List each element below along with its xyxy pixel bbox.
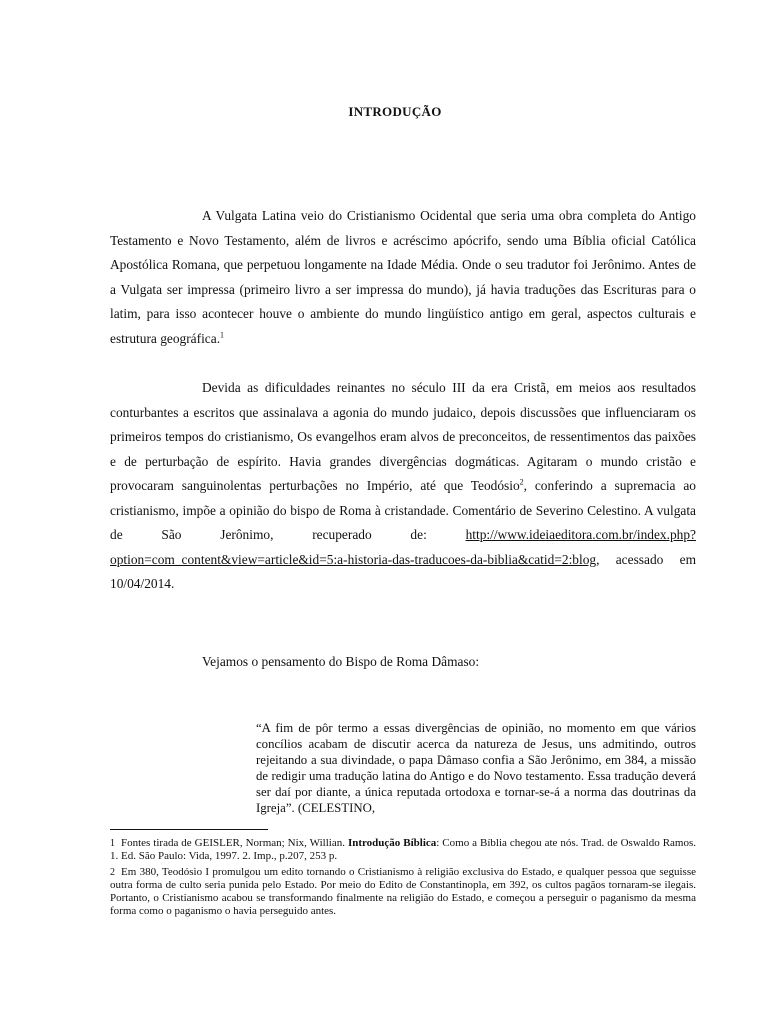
footnote-ref-1[interactable]: 1 [220, 330, 225, 340]
paragraph-difficulties [110, 376, 696, 597]
paragraph-1-text: A Vulgata Latina veio do Cristianismo Ocidental que seria uma obra completa do Antigo Testamento e Novo Testamento, além de livros e acréscimo apócrifo, sendo uma Bíblia oficial Católica Apostólica Romana, que perpetuou longamente na Idade Média. Onde o seu tradutor foi Jerônimo. Antes de a Vulgata ser impressa (primeiro livro a ser impressa do mundo), já havia traduções das Escrituras para o latim, para isso acontecer houve o ambiente do mundo lingüístico antigo em geral, aspectos culturais e estrutura geográfica. [110, 208, 696, 346]
footnote-ref-2[interactable]: 2 [519, 477, 524, 487]
footnote-1-text-a: Fontes tirada de GEISLER, Norman; Nix, Willian. [121, 837, 348, 849]
footnote-2 [110, 866, 696, 918]
page-title: INTRODUÇÃO [348, 104, 442, 119]
footnote-2-number: 2 [110, 867, 115, 878]
footnote-1 [110, 837, 696, 863]
footnote-1-book-title: Introdução Bíblica [347, 837, 437, 849]
paragraph-2-text-b: , conferindo a supremacia ao cristianismo, impõe a opinião do bispo de Roma à cristandade. Comentário de Severino Celestino. A vulgata de São Jerônimo, recuperado de: [110, 478, 696, 542]
footnote-1-number: 1 [110, 838, 115, 849]
block-quote: “A fim de pôr termo a essas divergências de opinião, no momento em que vários concílios acabam de discutir acerca da natureza de Jesus, uns admitindo, outros rejeitando a sua divindade, o papa Dâmaso confia a São Jerônimo, em 384, a missão de redigir uma tradução latina do Antigo e do Novo testamento. Essa tradução deverá ser daí por diante, a única reputada ortodoxa e tornar-se-á a norma das doutrinas da Igreja”. (CELESTINO, [256, 721, 696, 815]
paragraph-damaso-intro: Vejamos o pensamento do Bispo de Roma Dâmaso: [202, 654, 480, 669]
paragraph-2-text-a: Devida as dificuldades reinantes no século III da era Cristã, em meios aos resultados conturbantes a escritos que assinalava a agonia do mundo judaico, depois discussões que influenciaram os primeiros tempos do cristianismo, Os evangelhos eram alvos de preconceitos, de ressentimentos das paixões e de perturbação de espírito. Havia grandes divergências dogmáticas. Agitaram o mundo cristão e provocaram sanguinolentas perturbações no Império, até que Teodósio [110, 380, 696, 493]
footnote-1-text-b: : Como a Bíblia chegou ate nós. Trad. de Oswaldo Ramos. 1. Ed. São Paulo: Vida, 1997. 2. Imp., p.207, 253 p. [110, 837, 696, 862]
source-link[interactable]: http://www.ideiaeditora.com.br/index.php?option=com_content&view=article&id=5:a-historia-das-traducoes-da-biblia&catid=2:blog [110, 527, 696, 567]
footnote-separator [110, 829, 268, 830]
paragraph-vulgata-intro [110, 204, 696, 351]
paragraph-2-text-c: , acessado em 10/04/2014. [110, 551, 696, 591]
footnote-2-text: Em 380, Teodósio I promulgou um edito tornando o Cristianismo à religião exclusiva do Estado, e qualquer pessoa que seguisse outra forma de culto seria punida pelo Estado. Por meio do Edito de Constantinopla, em 392, os cultos pagãos tornaram-se ilegais. Portanto, o Cristianismo acabou se transformando finalmente na religião do Estado, e começou a perseguir o paganismo da mesma forma como o paganismo o havia perseguido antes. [110, 866, 696, 917]
